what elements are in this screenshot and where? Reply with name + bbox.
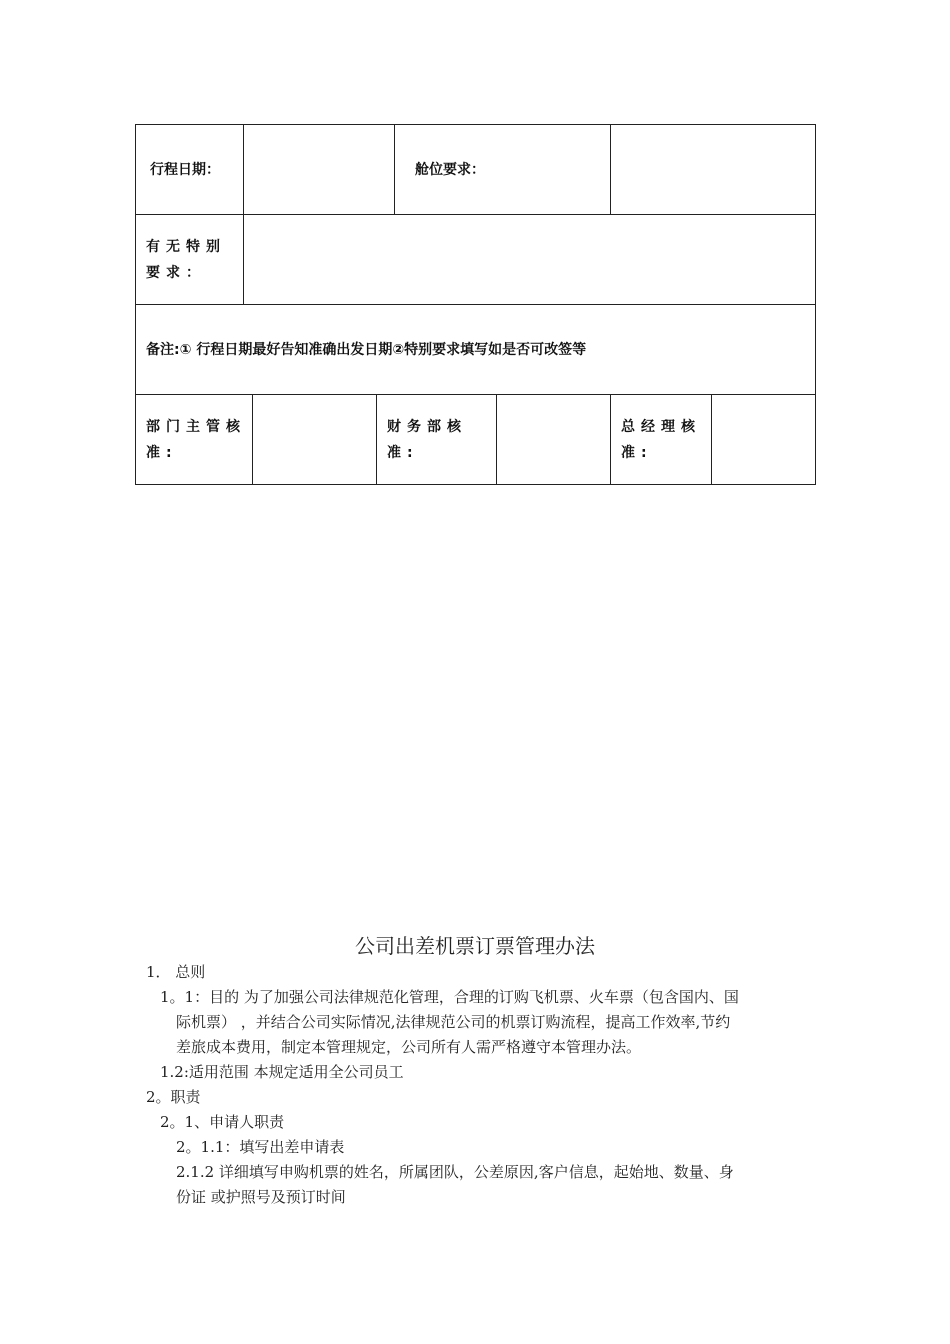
cabin-label: 舱位要求： (395, 125, 611, 215)
trip-date-cell[interactable] (244, 125, 395, 215)
paragraph-line: 差旅成本费用，制定本管理规定，公司所有人需严格遵守本管理办法。 (176, 1038, 642, 1056)
paragraph-line: 1。1：目的 为了加强公司法律规范化管理，合理的订购飞机票、火车票（包含国内、国 (160, 988, 739, 1006)
paragraph-line: 份证 或护照号及预订时间 (176, 1188, 346, 1206)
form-row-trip (136, 125, 816, 215)
paragraph-line: 2。1.1：填写出差申请表 (176, 1138, 345, 1156)
dept-approve-cell[interactable] (253, 395, 377, 485)
travel-request-form (135, 124, 816, 485)
document-title: 公司出差机票订票管理办法 (355, 934, 595, 958)
form-row-approvals (136, 395, 816, 485)
paragraph-line: 1.2:适用范围 本规定适用全公司员工 (160, 1063, 404, 1081)
finance-approve-cell[interactable] (497, 395, 611, 485)
dept-approve-label: 部门主管核准: (136, 395, 253, 485)
paragraph-line: 际机票） ，并结合公司实际情况,法律规范公司的机票订购流程，提高工作效率,节约 (176, 1013, 731, 1031)
special-request-label: 有无特别要求： (136, 215, 244, 305)
gm-approve-cell[interactable] (712, 395, 816, 485)
subsection-heading: 2。1、申请人职责 (160, 1113, 285, 1131)
special-request-cell[interactable] (244, 215, 816, 305)
section-heading: 1． 总则 (146, 963, 206, 981)
section-heading: 2。职责 (146, 1088, 201, 1106)
remark-text: 备注:① 行程日期最好告知准确出发日期②特别要求填写如是否可改签等 (136, 305, 816, 395)
paragraph-line: 2.1.2 详细填写申购机票的姓名，所属团队，公差原因,客户信息，起始地、数量、身 (176, 1163, 734, 1181)
finance-approve-label: 财务部核准: (377, 395, 497, 485)
form-row-special (136, 215, 816, 305)
gm-approve-label: 总经理核准: (611, 395, 712, 485)
trip-date-label: 行程日期： (136, 125, 244, 215)
cabin-cell[interactable] (611, 125, 816, 215)
form-row-remark (136, 305, 816, 395)
